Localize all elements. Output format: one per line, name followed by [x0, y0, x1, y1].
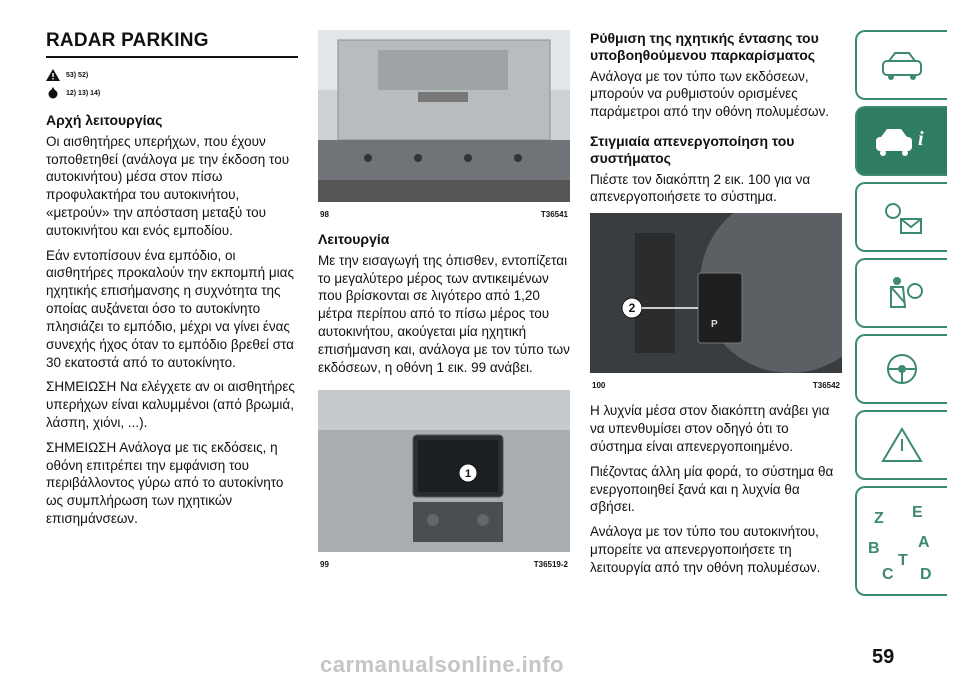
figure-caption [318, 557, 570, 569]
page-number: 59 [872, 646, 895, 668]
callout-2: 2 [628, 301, 636, 316]
paragraph: ΣΗΜΕΙΩΣΗ Να ελέγχετε αν οι αισθητήρες υπερήχων είναι καλυμμένοι (από βρωμιά, λάσπη, χιόνι, ...). [46, 379, 295, 430]
subheading-operation: Λειτουργία [318, 231, 390, 247]
paragraph: Εάν εντοπίσουν ένα εμπόδιο, οι αισθητήρες προκαλούν την εκπομπή μιας ηχητικής επισήμανσης η συχνότητα της οποίας αυξάνεται όσο το αυτοκίνητο πλησιάζει το εμπόδιο, μέχρι να γίνει ένας συνεχής ήχος όταν το εμπόδιο βρεθεί στα 30 εκατοστά από το αυτοκίνητο. [46, 247, 294, 370]
tab-emergency[interactable] [855, 410, 947, 480]
callout-1: 1 [464, 468, 472, 481]
dashboard-screen-photo [318, 390, 570, 552]
index-letter: C [882, 566, 894, 583]
section-heading: RADAR PARKING [46, 30, 298, 58]
figure-code: T36541 [540, 210, 568, 219]
warning-triangle-icon [46, 69, 60, 81]
watermark: carmanualsonline.info [320, 652, 564, 677]
warning-ref-2 [46, 86, 298, 100]
tab-lights-messages[interactable] [855, 182, 947, 252]
figure-number: 100 [592, 381, 606, 391]
figure-99 [318, 390, 570, 569]
index-letter: T [898, 552, 908, 569]
figure-number: 99 [320, 560, 329, 570]
index-letter: E [912, 504, 923, 521]
figure-caption [318, 207, 570, 219]
lights-message-icon [877, 197, 927, 237]
figure-caption [590, 378, 842, 390]
paragraph: Ανάλογα με τον τύπο των εκδόσεων, μπορούν να ρυθμιστούν ορισμένες παράμετροι από την οθόνη πολυμέσων. [590, 68, 830, 120]
paragraph: Ανάλογα με τον τύπο του αυτοκινήτου, μπορείτε να απενεργοποιήσετε τη λειτουργία από την οθόνη πολυμέσων. [590, 524, 821, 575]
tab-knowing-car[interactable] [855, 106, 947, 176]
warning-triangle-icon [877, 425, 927, 465]
info-drop-icon [46, 87, 60, 99]
svg-text:i: i [918, 128, 924, 150]
rear-bumper-photo [318, 30, 570, 202]
figure-code: T36542 [812, 381, 840, 391]
paragraph: Με την εισαγωγή της όπισθεν, εντοπίζεται το μεγαλύτερο μέρος των αντικειμένων που βρίσκονται σε λιγότερο από 1,20 μέτρα περίπου από το πίσω μέρος του αυτοκινήτου, ακούγεται μία ηχητική επισήμανση και, ανάλογα με τον τύπο των εκδόσεων, η οθόνη 1 εικ. 99 ανάβει. [318, 252, 570, 375]
column-3 [590, 30, 842, 584]
steering-wheel-icon [877, 349, 927, 389]
tab-starting-driving[interactable] [855, 334, 947, 404]
figure-number: 98 [320, 210, 329, 219]
paragraph: Πιέστε τον διακόπτη 2 εικ. 100 για να απενεργοποιήσετε το σύστημα. [590, 171, 811, 205]
warning-ref-text: 53) 52) [66, 71, 89, 79]
seatbelt-airbag-icon [877, 273, 927, 313]
tab-index[interactable] [855, 486, 947, 596]
figure-code: T36519-2 [533, 560, 568, 570]
column-1 [46, 30, 298, 535]
tab-knowing-dashboard[interactable] [855, 30, 947, 100]
tab-safety[interactable] [855, 258, 947, 328]
subheading-volume: Ρύθμιση της ηχητικής έντασης του υποβοηθούμενου παρκαρίσματος [590, 30, 819, 63]
paragraph: Οι αισθητήρες υπερήχων, που έχουν τοποθετηθεί (ανάλογα με την έκδοση του αυτοκινήτου) μέσα στον πίσω προφυλακτήρα του αυτοκινήτου, «μετρούν» την απόσταση μεταξύ του αυτοκινήτου και ενός εμποδίου. [46, 133, 290, 238]
switch-panel-photo [590, 213, 842, 373]
chapter-tabs [855, 30, 947, 602]
subheading-disable: Στιγμιαία απενεργοποίηση του συστήματος [590, 133, 795, 166]
warning-ref-text: 12) 13) 14) [66, 89, 101, 97]
car-dashboard-icon [877, 47, 927, 83]
paragraph: Η λυχνία μέσα στον διακόπτη ανάβει για να υπενθυμίσει στον οδηγό ότι το σύστημα είναι απενεργοποιημένο. [590, 403, 830, 454]
subheading-principle: Αρχή λειτουργίας [46, 112, 163, 128]
index-letter: Z [874, 510, 884, 527]
index-letter: A [918, 534, 930, 551]
index-letters-icon [862, 491, 942, 591]
paragraph: Πιέζοντας άλλη μία φορά, το σύστημα θα ενεργοποιηθεί ξανά και η λυχνία θα σβήσει. [590, 463, 834, 515]
button-label: P [711, 319, 718, 331]
index-letter: B [868, 540, 880, 557]
figure-98 [318, 30, 570, 219]
warning-ref-1 [46, 68, 298, 82]
paragraph: ΣΗΜΕΙΩΣΗ Ανάλογα με τις εκδόσεις, η οθόνη επιτρέπει την εμφάνιση του περιβάλλοντος γύρω από το αυτοκίνητο ως συμπλήρωση των ηχητικών επισημάνσεων. [46, 439, 284, 527]
column-2 [318, 30, 570, 581]
car-info-icon [872, 121, 932, 161]
figure-100 [590, 213, 842, 390]
index-letter: D [920, 566, 932, 583]
